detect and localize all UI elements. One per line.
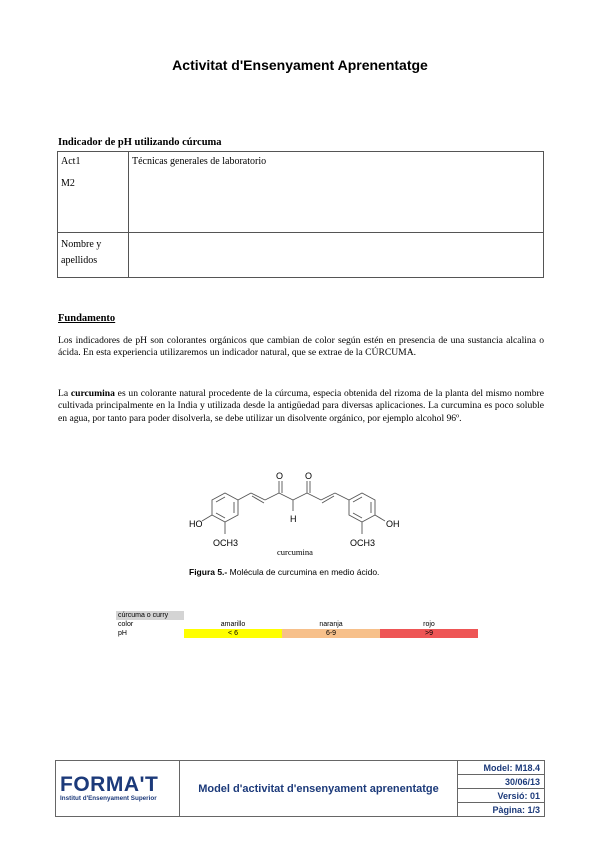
activity-value-cell: Técnicas generales de laboratorio	[129, 152, 544, 233]
oxygen-right-label: O	[305, 471, 313, 481]
curcumina-bold: curcumina	[70, 388, 115, 399]
document-footer	[55, 760, 545, 817]
paragraph-indicators: Los indicadores de pH son colorantes orgánicos que cambian de color según estén en presencia de una sustancia alcalina o ácida. En esta experiencia utilizaremos un indicador natural, que se extrae de la CÚRCUMA.	[58, 335, 544, 359]
curcumin-molecule-figure	[185, 467, 415, 562]
ph-range-neutral: 6-9	[282, 629, 380, 638]
hydroxyl-right-label: OH	[386, 519, 400, 529]
act-label: Act1	[61, 156, 81, 167]
figure-caption: Figura 5.- Molécula de curcumina en medio ácido.	[189, 567, 380, 577]
molecule-name: curcumina	[277, 547, 313, 557]
name-label-cell	[58, 233, 129, 278]
fundamento-heading: Fundamento	[58, 313, 116, 324]
model-version: Versió: 01	[458, 789, 545, 803]
activity-section-title: Indicador de pH utilizando cúrcuma	[58, 137, 222, 148]
name-value-cell[interactable]	[129, 233, 544, 278]
name-label-line2: apellidos	[61, 255, 98, 266]
color-row-label: color	[118, 621, 134, 628]
ph-range-acid: < 6	[184, 629, 282, 638]
forma-t-logo: FORMA'T	[60, 773, 159, 796]
color-name-yellow: amarillo	[220, 621, 246, 628]
hydrogen-label: H	[290, 514, 297, 524]
ph-table-title: cúrcuma o curry	[116, 611, 184, 620]
logo-cell	[56, 761, 180, 817]
ph-row-label: pH	[118, 630, 127, 637]
activity-code-cell	[58, 152, 129, 233]
name-label-line1: Nombre y	[61, 239, 102, 250]
model-date: 30/06/13	[458, 775, 545, 789]
oxygen-left-label: O	[276, 471, 284, 481]
model-code: Model: M18.4	[458, 761, 545, 775]
module-label: M2	[61, 178, 75, 189]
page-title: Activitat d'Ensenyament Aprenentatge	[172, 57, 428, 73]
hydroxyl-left-label: HO	[189, 519, 203, 529]
ph-color-table	[116, 611, 478, 638]
paragraph-curcumina: La curcumina es un colorante natural procedente de la cúrcuma, especia obtenida del rizoma de la planta del mismo nombre cultivada principalmente en la India y utilizada desde la antigüedad para diversas aplicaciones. La curcumina es poco soluble en agua, por tanto para poder disolverla, se debe utilizar un disolvente orgánico, por ejemplo alcohol 96º.	[58, 388, 544, 424]
ph-range-basic: >9	[380, 629, 478, 638]
methoxy-left-label: OCH3	[213, 538, 239, 548]
color-name-red: rojo	[423, 621, 435, 628]
methoxy-right-label: OCH3	[350, 538, 376, 548]
logo-subtitle: Institut d'Ensenyament Superior	[60, 795, 157, 802]
page-number: Pàgina: 1/3	[458, 803, 545, 817]
model-title: Model d'activitat d'ensenyament aprenentatge	[180, 761, 458, 817]
activity-info-table	[57, 151, 544, 278]
color-name-orange: naranja	[319, 621, 343, 628]
